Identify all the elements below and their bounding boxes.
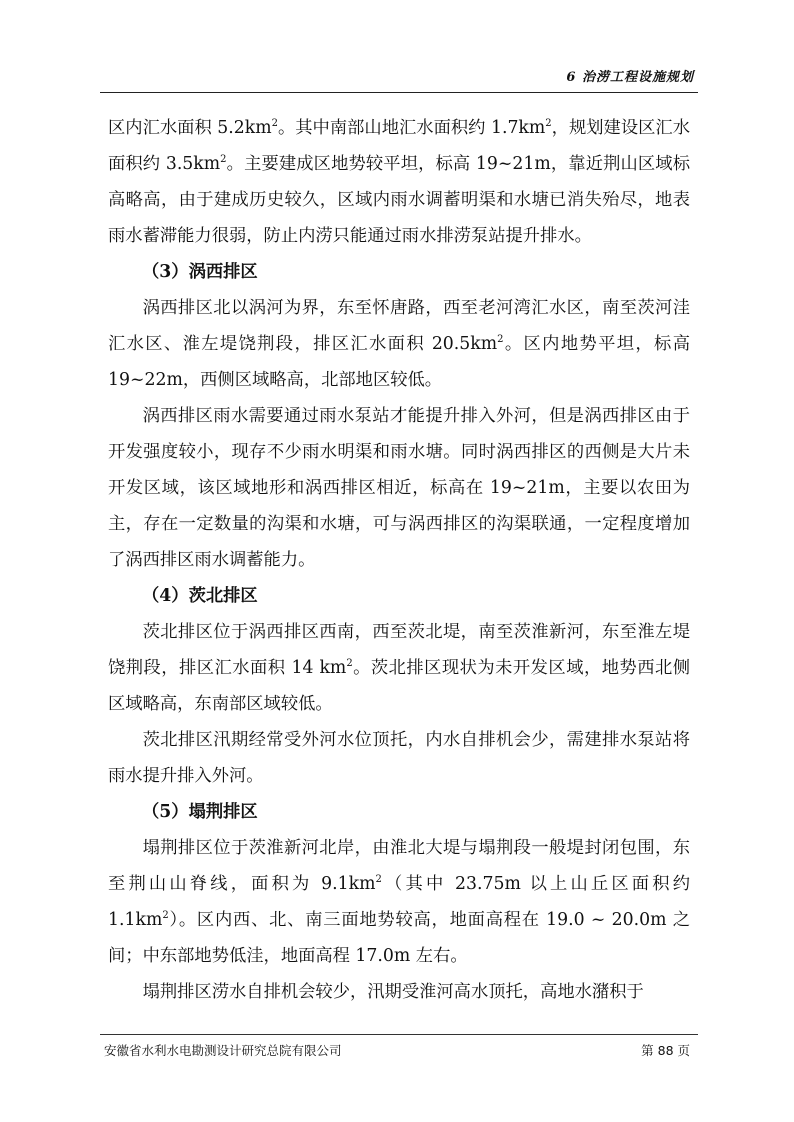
superscript: 2: [220, 154, 227, 166]
paragraph-text: 塌荆排区涝水自排机会较少，汛期受淮河高水顶托，高地水潴积于: [142, 982, 644, 1002]
superscript: 2: [497, 334, 504, 346]
paragraph-text: 区内汇水面积 5.2km: [108, 118, 272, 138]
paragraph-text: （其中 23.75m 以上山丘区面积约 1.1km: [108, 874, 690, 930]
paragraph-text: （5）塌荆排区: [142, 802, 258, 822]
chapter-header: 6 治涝工程设施规划: [566, 70, 694, 85]
page-number: 第 88 页: [641, 1043, 690, 1058]
superscript: 2: [271, 118, 278, 130]
paragraph: [108, 974, 690, 1010]
superscript: 2: [162, 910, 169, 922]
paragraph-text: 。区内地势平坦，标高 19~22m，西侧区域略高，北部地区较低。: [108, 334, 690, 390]
paragraph-text: 塌荆排区位于茨淮新河北岸，由淮北大堤与塌荆段一般堤封闭包围，东至荆山山脊线，面积为 9.1km: [108, 838, 690, 894]
paragraph: [108, 830, 690, 974]
paragraph-text: 。其中南部山地汇水面积约 1.7km: [277, 118, 546, 138]
paragraph-text: 涡西排区北以涡河为界，东至怀唐路，西至老河湾汇水区，南至茨河洼汇水区、淮左堤饶荆段，排区汇水面积 20.5km: [108, 298, 690, 354]
paragraph: [108, 290, 690, 398]
paragraph-text: 。主要建成区地势较平坦，标高 19~21m，靠近荆山区域标高略高，由于建成历史较久，区域内雨水调蓄明渠和水塘已消失殆尽，地表雨水蓄滞能力很弱，防止内涝只能通过雨水排涝泵站提升排水。: [108, 154, 690, 246]
paragraph-text: 茨北排区汛期经常受外河水位顶托，内水自排机会少，需建排水泵站将雨水提升排入外河。: [108, 730, 690, 786]
footer-divider: [100, 1034, 698, 1035]
paragraph-text: （3）涡西排区: [142, 262, 258, 282]
section-heading: [108, 578, 690, 614]
paragraph: [108, 398, 690, 578]
paragraph-text: 涡西排区雨水需要通过雨水泵站才能提升排入外河，但是涡西排区由于开发强度较小，现存不少雨水明渠和雨水塘。同时涡西排区的西侧是大片未开发区域，该区域地形和涡西排区相近，标高在 19~21m，主要以农田为主，存在一定数量的沟渠和水塘，可与涡西排区的沟渠联通，一定程度增加了涡西排区雨水调蓄能力。: [108, 406, 690, 570]
header-divider: [100, 92, 698, 93]
superscript: 2: [346, 658, 353, 670]
paragraph: [108, 614, 690, 722]
footer-organization: 安徽省水利水电勘测设计研究总院有限公司: [104, 1043, 342, 1058]
superscript: 2: [375, 874, 382, 886]
paragraph: [108, 722, 690, 794]
paragraph-text: ，规划建设区汇水面积约 3.5km: [108, 118, 690, 174]
section-heading: [108, 794, 690, 830]
paragraph-text: ）。区内西、北、南三面地势较高，地面高程在 19.0 ~ 20.0m 之间；中东部地势低洼，地面高程 17.0m 左右。: [108, 910, 690, 966]
paragraph-text: 茨北排区位于涡西排区西南，西至茨北堤，南至茨淮新河，东至淮左堤饶荆段，排区汇水面积 14 km: [108, 622, 690, 678]
superscript: 2: [545, 118, 552, 130]
section-heading: [108, 254, 690, 290]
paragraph: [108, 110, 690, 254]
page-body: [108, 110, 690, 1010]
paragraph-text: 。茨北排区现状为未开发区域，地势西北侧区域略高，东南部区域较低。: [108, 658, 690, 714]
paragraph-text: （4）茨北排区: [142, 586, 258, 606]
